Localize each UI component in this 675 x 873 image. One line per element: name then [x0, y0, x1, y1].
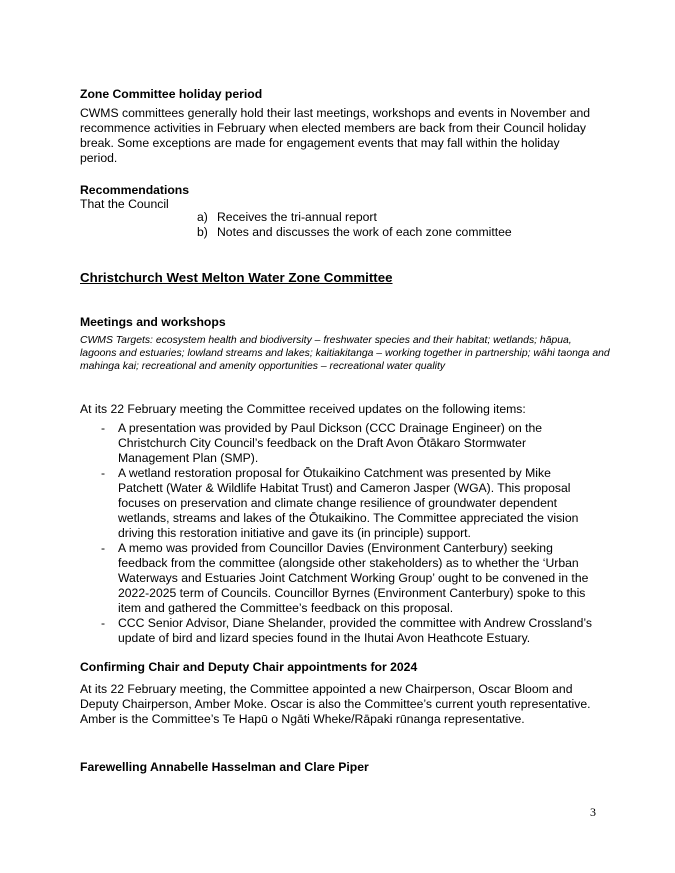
chair-heading: Confirming Chair and Deputy Chair appointments for 2024	[80, 660, 418, 674]
list-marker: -	[101, 421, 106, 435]
meetings-intro: At its 22 February meeting the Committee received updates on the following items:	[80, 402, 526, 416]
list-item	[80, 421, 600, 466]
list-marker: -	[101, 466, 106, 480]
updates-list	[80, 421, 600, 646]
recommendations-intro: That the Council	[80, 197, 169, 211]
list-item	[197, 225, 512, 240]
meetings-heading: Meetings and workshops	[80, 315, 226, 329]
list-marker: a)	[197, 210, 208, 224]
cwms-targets: CWMS Targets: ecosystem health and biodiversity – freshwater species and their habitat; wetlands; hāpua, lagoons and estuaries; lowland streams and lakes; kaitiakitanga – working together in partnership; wāhi taonga and mahinga kai; recreational and amenity opportunities – recreational water quality	[80, 335, 610, 372]
recommendations-list	[197, 210, 512, 240]
chair-body: At its 22 February meeting, the Committee appointed a new Chairperson, Oscar Bloom and Deputy Chairperson, Amber Moke. Oscar is also the Committee’s current youth representative. Amber is the Committee’s Te Hapū o Ngāti Wheke/Rāpaki rūnanga representative.	[80, 682, 591, 726]
list-item-text: A memo was provided from Councillor Davies (Environment Canterbury) seeking feedback from the committee (alongside other stakeholders) as to whether the ‘Urban Waterways and Estuaries Joint Catchment Working Group’ ought to be convened in the 2022-2025 term of Councils. Councillor Byrnes (Environment Canterbury) spoke to this item and gathered the Committee’s feedback on this proposal.	[118, 541, 589, 615]
list-item	[80, 616, 600, 646]
list-item-text: CCC Senior Advisor, Diane Shelander, provided the committee with Andrew Crossland’s update of bird and lizard species found in the Ihutai Avon Heathcote Estuary.	[118, 616, 592, 645]
list-item	[197, 210, 512, 225]
list-item-text: Receives the tri-annual report	[217, 210, 377, 224]
list-item-text: A wetland restoration proposal for Ōtukaikino Catchment was presented by Mike Patchett (Water & Wildlife Habitat Trust) and Cameron Jasper (WGA). This proposal focuses on preservation and climate change resilience of groundwater dependent wetlands, streams and lakes of the Ōtukaikino. The Committee appreciated the vision driving this restoration initiative and gave its (in principle) support.	[118, 466, 579, 540]
section-title: Christchurch West Melton Water Zone Committee	[80, 270, 393, 285]
holiday-heading: Zone Committee holiday period	[80, 87, 263, 101]
list-item-text: Notes and discusses the work of each zone committee	[217, 225, 512, 239]
list-marker: b)	[197, 225, 208, 239]
list-marker: -	[101, 541, 106, 555]
page-number: 3	[590, 805, 596, 819]
recommendations-heading: Recommendations	[80, 183, 190, 197]
farewell-heading: Farewelling Annabelle Hasselman and Clare Piper	[80, 760, 369, 774]
list-item	[80, 466, 600, 541]
list-item-text: A presentation was provided by Paul Dickson (CCC Drainage Engineer) on the Christchurch City Council’s feedback on the Draft Avon Ōtākaro Stormwater Management Plan (SMP).	[118, 421, 543, 465]
list-marker: -	[101, 616, 106, 630]
holiday-body: CWMS committees generally hold their last meetings, workshops and events in November and recommence activities in February when elected members are back from their Council holiday break. Some exceptions are made for engagement events that may fall within the holiday period.	[80, 106, 591, 165]
list-item	[80, 541, 600, 616]
